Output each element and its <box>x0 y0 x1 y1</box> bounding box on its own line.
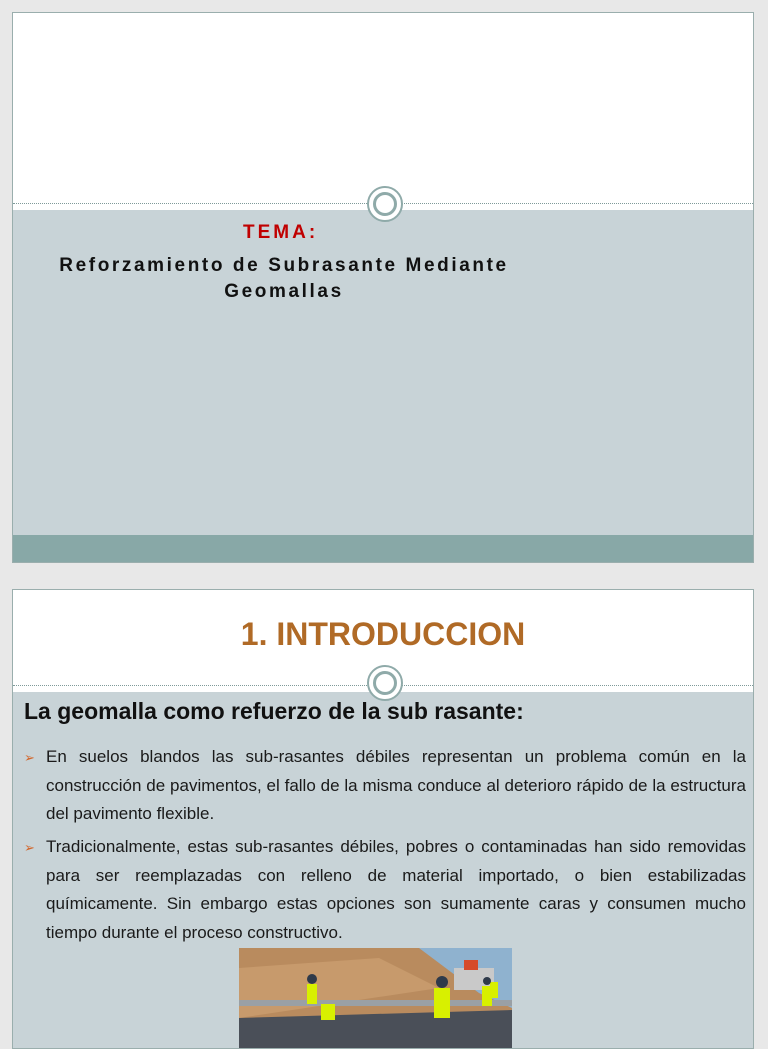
photo-illustration <box>239 948 512 1049</box>
title-slide <box>12 12 754 563</box>
title-line-1: Reforzamiento de Subrasante Mediante <box>59 255 509 276</box>
bullet-arrow-icon: ➢ <box>24 840 35 855</box>
intro-slide <box>12 589 754 1049</box>
road-construction-photo <box>239 948 512 1049</box>
bullet-paragraph: En suelos blandos las sub-rasantes débiles representan un problema común en la construcción de pavimentos, el fallo de la misma conduce al deterioro rápido de la estructura del pavimento flexible. <box>46 747 746 823</box>
slide-title <box>33 253 535 305</box>
title-line-2: Geomallas <box>224 281 344 302</box>
tema-label: TEMA: <box>243 222 319 243</box>
ring-ornament-icon <box>367 665 403 701</box>
slide-footer-band <box>13 535 753 562</box>
bullet-paragraph: Tradicionalmente, estas sub-rasantes débiles, pobres o contaminadas han sido removidas para ser reemplazadas con relleno de material importado, o bien estabilizadas químicamente. Sin embargo estas opciones son sumamente caras y consumen mucho tiempo durante el proceso constructivo. <box>46 837 746 942</box>
slide-header-area <box>13 13 753 209</box>
ring-ornament-icon <box>367 186 403 222</box>
section-heading: 1. INTRODUCCION <box>240 616 526 652</box>
bullet-arrow-icon: ➢ <box>24 750 35 765</box>
subheading: La geomalla como refuerzo de la sub rasante: <box>24 698 524 724</box>
